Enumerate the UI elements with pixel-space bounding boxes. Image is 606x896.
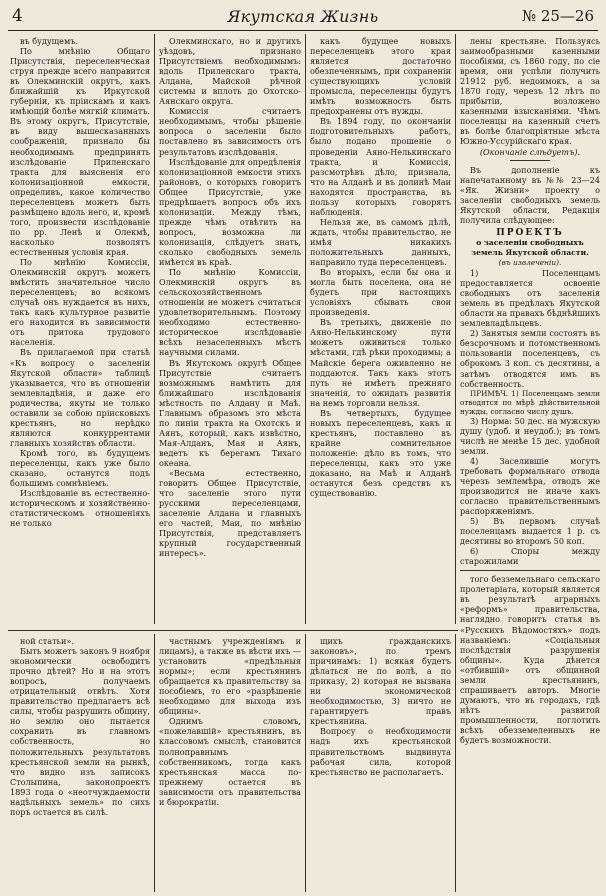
paragraph: Въ 1894 году, по окончаніи подготовительныхъ работъ, было подано прошеніе о проведеніи Аяно-Нелькинскаго тракта, и Комиссія, разсмотрѣвъ дѣло, признала, что на Алданѣ и въ долинѣ Маи находятся пространства, въ пользу которыхъ говорятъ наблюденія. (310, 116, 451, 217)
issue-number: № 25—26 (521, 7, 594, 25)
paragraph: Въ прилагаемой при статьѣ «Къ вопросу о заселеніи Якутской области» таблицѣ указывается, что въ отношеніи землевладѣнія, и даже его родичества, якуты не только оставили за собою прiисковыхъ крестьянъ, но нерѣдко являются конкуррентами главныхъ хозяйствъ области. (10, 347, 150, 448)
paragraph: По мнѣнію Общаго Присутствія, переселенческая струя прежде всего направится въ Олекминскій округъ, какъ ближайшій къ Иркутской губерніи, къ прiискамъ и какъ имѣющій болѣе мягкій климатъ. Въ этому округъ, Присутствіе, въ виду вышесказанныхъ соображеній, признало бы необходимымъ предпринять изслѣдованіе Приленскаго тракта для выясненія его колонизаціонной емкости, определивъ, какое количество переселенцевъ можетъ быть размѣщено вдоль него, и, кромѣ того, произвести изслѣдованіе по рр. Ленѣ и Олекмѣ, насколько позволятъ естественныя условія края. (10, 46, 150, 257)
paragraph: Быть можетъ законъ 9 ноября экономически освободитъ прочно дѣтей? Но и на этотъ вопросъ, получаемъ отрицательный отвѣтъ. Хотя правительство предлагаетъ всѣ силы, чтобы разрушить общину, но землю оно пытается сохранить въ главномъ собственность, но положительныхъ результатовъ крестьянской земли на рынкѣ, что видно изъ записокъ Столыпина, законопроектъ 1893 года о «неотчуждаемости надѣльныхъ земель» по сихъ поръ остается въ силѣ. (10, 646, 150, 817)
project-note-item: ПРИМѢЧ. 1) Поселенцамъ земли отводятся по мѣрѣ дѣйствительной нужды, согласно числу душъ. (460, 388, 600, 416)
paragraph: Однимъ словомъ, «пожелавшій» крестьянинъ, въ классовомъ смыслѣ, становится полноправнымъ собственникомъ, тогда какъ крестьянская масса по-прежнему остается въ зависимости отъ правительства и бюрократіи. (159, 716, 301, 807)
paragraph: Комиссія считаетъ необходимымъ, чтобы рѣшеніе вопроса о заселеніи было поставлено въ зависимость отъ результатовъ изслѣдованія. (159, 106, 301, 157)
paragraph: «Весьма естественно, говоритъ Общее Присутствіе, что заселеніе этого пути русскими переселенцами, заселеніе Алдана и главныхъ его частей, Маи, по мнѣнію Присутствія, представляетъ крупный государственный интересъ». (159, 468, 301, 559)
project-item: 4) Заселившіе могутъ требовать формальнаго отвода черезъ землемѣра, отводъ же производится не иначе какъ согласно правительственнымъ распоряженіямъ. (460, 455, 600, 517)
project-item: 3) Норма: 50 дес. на мужскую душу (удоб. и неудоб.); въ томъ числѣ не менѣе 15 дес. удобной земли. (460, 415, 600, 456)
project-item: 2) Занятыя земли состоятъ въ безсрочномъ и потомственномъ пользованіи поселенцевъ, съ оброкомъ 3 коп. съ десятины, а затѣмъ отводятся имъ въ собственность. (460, 328, 600, 389)
project-subtitle: о заселеніи свободныхъ земель Якутской области. (471, 237, 589, 257)
paragraph: Нельзя же, въ самомъ дѣлѣ, ждать, чтобы правительство, не имѣя никакихъ положительныхъ данныхъ, направило туда переселенцевъ. (310, 216, 451, 268)
project-title: ПРОЕКТЪ (496, 227, 564, 238)
article-column-3 (310, 36, 451, 626)
paragraph: Изслѣдованіе для опредѣленія колонизаціонной емкости этихъ районовъ, о которыхъ говоритъ Общее Присутствіе, уже предрѣшаетъ вопросъ объ ихъ колонизаціи. Между тѣмъ, прежде чѣмъ отвѣтить на вопросъ, возможна ли колонизація, слѣдуетъ знать, сколько свободныхъ земель имѣется въ краѣ. (159, 156, 301, 268)
paragraph: частнымъ учрежденіямъ и лицамъ), а также въ вѣсти ихъ — установить «предѣльныя нормы»; если крестьянинъ обращается къ правительству за пособіемъ, то его «разрѣшеніе необходимо для выхода изъ общины». (159, 636, 301, 717)
paragraph: того безземельнаго сельскаго пролетаріата, который является въ результатѣ аграрныхъ «реформъ» правительства, наглядно говоритъ статья въ «Русскихъ Вѣдомостяхъ» подъ названіемъ: «Соціальныя послѣдствія разрушенія общины». Куда дѣнется «отбившій» отъ общинной земли крестьянинъ, спрашиваетъ авторъ. Многіе думаютъ, что въ городахъ, гдѣ нѣтъ развитой промышленности, поглотить всѣхъ обезземеленныхъ не будетъ возможности. (460, 574, 600, 746)
article-column-1-lower (10, 636, 150, 890)
newspaper-title: Якутская Жизнь (227, 7, 379, 26)
continued-note: (Окончаніе слѣдуетъ). (479, 146, 581, 157)
column-rule (455, 634, 456, 892)
paragraph: ной статьи». (20, 636, 74, 646)
paragraph: По мнѣнію Комиссіи, Олекминскій округъ въ сельскохозяйственномъ отношеніи не можетъ считаться удовлетворительнымъ. Поэтому необходимо естественно-историческое изслѣдованіе всѣхъ незаселенныхъ мѣстъ научными силами. (159, 267, 301, 358)
paragraph: какъ будущее новыхъ переселенцевъ этого края является достаточно обезпеченнымъ, при сохраненіи существующихъ условій промысла, переселенцы будутъ имѣть возможность быть предохранены отъ нужды. (310, 36, 451, 117)
paragraph: Во вторыхъ, если бы она и могла быть поселена, она не будетъ при настоящихъ условіяхъ сбывать свои произведенія. (310, 267, 451, 318)
paragraph: По мнѣнію Комиссіи, Олекминскій округъ можетъ вмѣстить значительное число переселенцевъ; во всякомъ случаѣ онъ нуждается въ нихъ, такъ какъ культурное развитіе его находится въ зависимости отъ притока трудового населенія. (10, 257, 150, 348)
column-rule (305, 634, 306, 892)
paragraph: Въ дополненіе къ напечатанному въ №№ 23—24 «Як. Жизни» проекту о заселеніи свободныхъ земель Якутской области, Редакція получила слѣдующее: (460, 164, 600, 225)
paragraph: Въ четвертыхъ, будущее новыхъ переселенцевъ, какъ и крестьянъ, поставлено въ крайне сомнительное положеніе: дѣло въ томъ, что переселенцы, какъ это уже доказано, на Маѣ и Алданѣ останутся безъ средствъ къ существованію. (310, 407, 451, 499)
article-column-1 (10, 36, 150, 626)
article-column-4 (460, 36, 600, 888)
paragraph: Кромѣ того, въ будущемъ переселенцы, какъ уже было сказано, останутся подъ большимъ сомнѣніемъ. (10, 447, 150, 489)
page-number: 4 (12, 6, 23, 26)
section-divider (8, 630, 458, 631)
paragraph: Въ третьихъ, движеніе по Аяно-Нелькинскому пути можетъ оживиться только мѣстами, гдѣ рѣки проходимы; а Майскіе берега оживленно не поддаются. Такъ какъ этотъ путь не имѣетъ прежняго значенія, то ожидать развитія на немъ торговли нельзя. (310, 317, 451, 408)
project-item: 5) Въ первомъ случаѣ поселенцамъ выдается 1 р. съ десятины во второмъ 50 коп. (460, 516, 600, 547)
paragraph: Въ Якутскомъ округѣ Общее Присутствіе считаетъ возможнымъ намѣтить для ближайшаго изслѣдованія мѣстность по Алдану и Маѣ. Главнымъ образомъ это мѣста по линіи тракта на Охотскъ и Аянъ, который, какъ извѣстно, Мая-Алданъ, Мая и Аянъ, ведетъ къ берегамъ Тихаго океана. (159, 357, 301, 468)
column-rule (455, 34, 456, 624)
article-column-2 (159, 36, 301, 626)
paragraph: Олекминскаго, но и другихъ уѣздовъ, признано Присутствіемъ необходимымъ: вдоль Приленскаго тракта, Алдана, Майской рѣчной системы и вплоть до Охотско-Аянскаго округа. (159, 36, 301, 107)
column-rule (154, 634, 155, 892)
article-column-2-lower (159, 636, 301, 890)
project-note: (въ извлеченіи). (498, 257, 562, 267)
paragraph: щихъ гражданскихъ законовъ», по тремъ причинамъ: 1) всякая будетъ дѣлаться не по волѣ, а по приказу, 2) которая не вызвана ни экономической необходимостью, 3) ничто не гарантируетъ правъ крестьянина. (310, 636, 451, 727)
paragraph: Изслѣдованіе въ естественно-историческомъ и хозяйственно-статистическомъ отношеніяхъ не только (10, 488, 150, 529)
paragraph: лены крестьяне. Пользуясь заимообразными казенными пособіями, съ 1860 году, по сіе время, они успѣли получить 21912 руб. недоимокъ, а за 1870 году, черезъ 12 лѣтъ по прибытіи, возложено казенными взысканіями. Чѣмъ поселенцы на казенный счетъ въ болѣе благопріятные мѣста Южно-Уссурійскаго края. (460, 36, 600, 147)
paragraph: Вопросу о необходимости надъ ихъ крестьянской правительствомъ выдвинута рабочая сила, которой крестьянство не располагаетъ. (310, 726, 451, 777)
divider (460, 570, 600, 571)
paragraph: въ будущемъ. (20, 36, 78, 46)
article-column-3-lower (310, 636, 451, 890)
column-rule (305, 34, 306, 624)
divider (510, 160, 550, 161)
page-header (8, 4, 598, 31)
project-item: 6) Споры между старожилами (460, 546, 600, 567)
column-rule (154, 34, 155, 624)
project-item: 1) Поселенцамъ предоставляется освоеніе свободныхъ отъ заселенія земель въ предѣлахъ Якутской области на правахъ бѣднѣйшихъ землевладѣльцевъ. (460, 268, 600, 329)
